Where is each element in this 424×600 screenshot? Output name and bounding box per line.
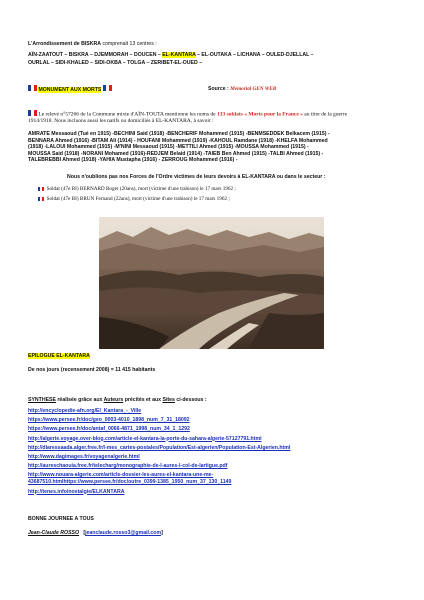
synthese-text-2: précités et aux	[123, 397, 163, 403]
closing-signature	[28, 530, 163, 537]
forces-item-text: Soldat (47e BI) BERNARD Roger (20ans), mort (victime d'une trahison) le 17 mars 1962 ;	[46, 186, 236, 192]
names-line: BENNARA Ahmed (1916) -BITAM Ali (1914) - HOUFANI Mohammed (1919) -KAHOUL Ramdane (1918) -KHELFA Mohammed	[28, 137, 328, 144]
monument-source	[208, 86, 276, 93]
source-link[interactable]: Mémorial GEN WEB	[230, 86, 277, 92]
synthese-label: SYNTHESE	[28, 397, 56, 403]
synthese-text-3: ci-dessous :	[174, 397, 207, 403]
source-link[interactable]: http://www.nouara-algerie.com/article-dossier-les-aures-el-kantara-une-me-	[28, 472, 214, 479]
centres-text-2: – EL-OUTAKA – LICHANA – OULED-DJELLAL –	[195, 52, 314, 58]
synthese-line	[28, 397, 207, 404]
synthese-auteurs: Auteurs	[103, 397, 124, 403]
releve-red-text: 133 soldats « Morts pour la France »	[217, 111, 303, 118]
intro-title-bold: L'Arrondissement de BISKRA	[28, 41, 102, 47]
source-link[interactable]: https://www.persee.fr/doc/geo_0003-4010_1898_num_7_31_18092	[28, 417, 190, 424]
source-link[interactable]: http://tenes.info/nostalgie/ELKANTARA	[28, 488, 125, 495]
source-link[interactable]: http://algerie.voyage.over-blog.com/article-el-kantara-la-porte-du-sahara-algerie-57127791.html	[28, 435, 262, 442]
epilogue-line: De nos jours (recensement 2008) = 11 415 habitants	[28, 367, 156, 373]
links-list	[28, 408, 290, 498]
synthese-sites: Sites	[162, 397, 175, 403]
french-flag-icon	[38, 187, 44, 191]
french-flag-icon	[38, 197, 44, 201]
source-link[interactable]: http://www.dagimages.fr/voyagenalgerie.html	[28, 453, 140, 460]
source-link[interactable]: https://www.persee.fr/doc/antaf_0066-4871_1998_num_34_1_1292	[28, 426, 190, 433]
monument-heading	[28, 85, 112, 93]
centres-line-1	[28, 52, 314, 59]
source-link[interactable]: http://aureschaouia.free.fr/telecharg/monographie-de-l-aures-l-col-de-lartigue.pdf	[28, 463, 228, 470]
source-link[interactable]: http://encyclopedie-afn.org/El_Kantara_-_Ville	[28, 408, 142, 414]
names-line: MOUSSA Said (1918) -NORANI Mohamed (1916)-REDJEM Belaid (1914) -TAIEB Ben Ahmed (1915) -TALBI Ahmed (1915) -	[28, 150, 324, 157]
french-flag-icon	[103, 85, 112, 91]
releve-text-1: Le relevé n°57266 de la Commune mixte d'AÏN-TOUTA mentionne les noms de	[38, 111, 217, 118]
centres-line-2: OURLAL – SIDI-KHALED – SIDI-OKBA – TOLGA – ZERIBET-EL-OUED –	[28, 60, 203, 66]
forces-heading: Nous n'oublions pas nos Forces de l'Ordre victimes de leurs devoirs à EL-KANTARA ou dans le secteur :	[67, 174, 326, 180]
email-bracket-close: ]	[161, 530, 163, 536]
monument-label: MONUMENT AUX MORTS	[38, 86, 102, 93]
french-flag-icon	[28, 110, 37, 116]
forces-item	[38, 196, 230, 203]
releve-paragraph	[28, 110, 368, 125]
french-flag-icon	[28, 85, 37, 91]
forces-item	[38, 186, 236, 193]
email-bracket-open: [	[83, 530, 86, 536]
intro-title-rest: comprenait 13 centres :	[101, 41, 157, 47]
source-label: Source :	[208, 86, 231, 92]
author-name: Jean-Claude ROSSO	[28, 530, 80, 536]
centres-highlight-el-kantara: EL-KANTARA	[162, 52, 196, 58]
el-kantara-photo	[99, 217, 324, 349]
names-line: TALEBREBBI Ahmed (1918) -YAHIA Mustapha (1916) - ZERROUG Mohammed (1916) -	[28, 157, 238, 164]
synthese-text-1: réalisée grâce aux	[55, 397, 104, 403]
names-line: AMRATE Messaoud (Tué en 1915) -BECHINI Said (1918) -BENCHERIF Mohammed (1915) -BENMSEDDEK Belkacem (1915) -	[28, 131, 330, 137]
centres-text-1: AÏN-ZAATOUT – BISKRA – DJEMMORAH – DOUCEN –	[28, 52, 163, 58]
epilogue-title	[28, 353, 90, 360]
releve-text-2: au titre de la guerre 1914/1918. Nous incluons aussi les natifs ou domiciliés à EL-KANTARA, à savoir :	[28, 111, 348, 125]
source-link[interactable]: 43687510.htmlhttps://www.persee.fr/doc/outre_0399-1385_1950_num_37_130_1149	[28, 479, 232, 486]
names-line: (1918) -LALOUI Mohammed (1915) -M'NINI Messaoud (1915) -METTILI Ahmed (1915) -MOUSSA Mohammed (1915) -	[28, 144, 309, 151]
closing-greeting: BONNE JOURNEE A TOUS	[28, 516, 94, 522]
intro-title	[28, 41, 157, 48]
names-list	[28, 131, 330, 164]
source-link[interactable]: http://diaressaada.alger.free.fr/l-mes_cartes-postales/Population/Est-algerien/Population-Est-Algerien.html	[28, 444, 291, 451]
author-email-link[interactable]: jeanclaude.rosso3@gmail.com	[85, 530, 162, 536]
forces-item-text: Soldat (47e BI) BRUN Fernand (22ans), mort (victime d'une trahison) le 17 mars 1962 ;	[46, 196, 230, 202]
epilogue-title-text: EPILOGUE EL-KANTARA	[28, 353, 90, 359]
